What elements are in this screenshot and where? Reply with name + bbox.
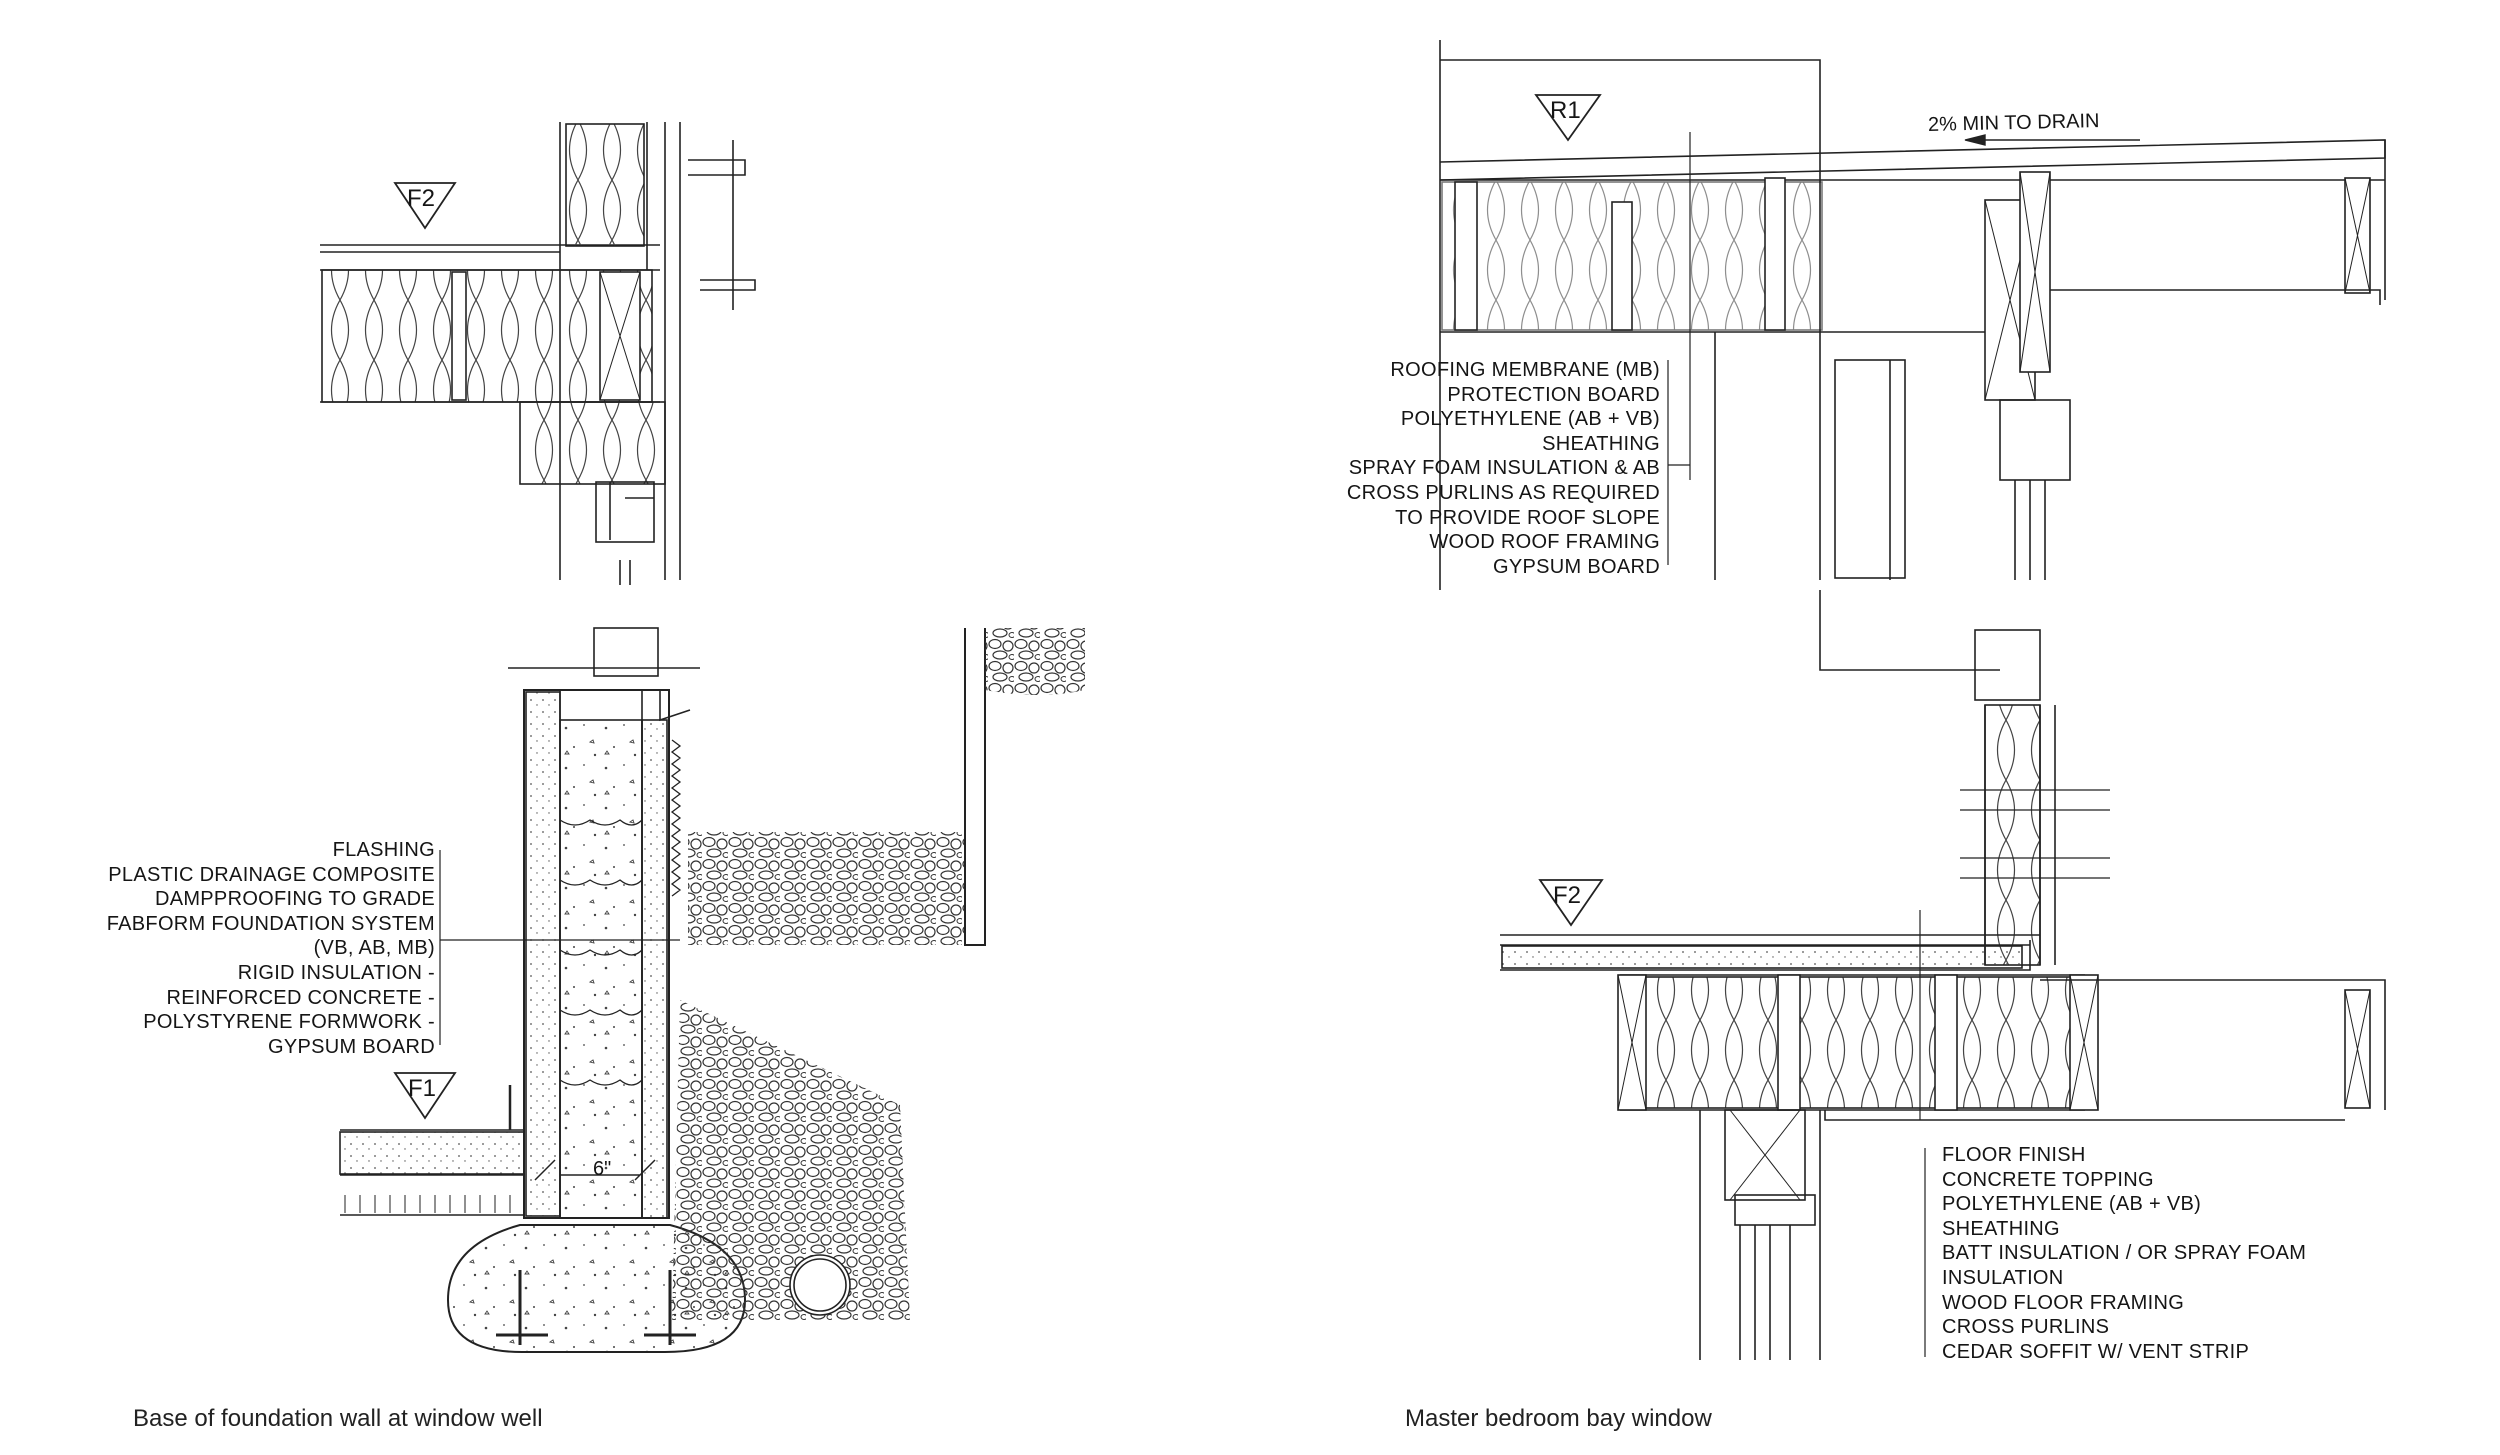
note-line: POLYETHYLENE (AB + VB)	[1400, 408, 1660, 431]
note-line: REINFORCED CONCRETE -	[166, 986, 435, 1009]
note-line: CEDAR SOFFIT W/ VENT STRIP	[1942, 1340, 2250, 1363]
note-line: DAMPPROOFING TO GRADE	[154, 888, 435, 911]
window-below	[1700, 1110, 1820, 1360]
note-line: CONCRETE TOPPING	[1942, 1168, 2154, 1191]
note-line: POLYETHYLENE (AB + VB)	[1942, 1193, 2202, 1216]
foundation-detail	[320, 122, 1085, 1352]
note-line: PLASTIC DRAINAGE COMPOSITE	[108, 863, 435, 886]
window-sill	[508, 628, 700, 676]
tag-f2-left: F2	[407, 185, 436, 212]
roof-notes	[1280, 358, 1660, 579]
f2-floor-assembly	[320, 245, 665, 484]
note-line: SHEATHING	[1942, 1217, 2060, 1240]
tag-f2-right: F2	[1553, 882, 1582, 909]
note-line: RIGID INSULATION -	[237, 961, 435, 984]
note-line: TO PROVIDE ROOF SLOPE	[1395, 506, 1660, 529]
note-line: CROSS PURLINS	[1942, 1316, 2110, 1339]
foundation-wall	[524, 690, 690, 1218]
foundation-notes	[100, 838, 435, 1059]
note-line: INSULATION	[1942, 1266, 2064, 1289]
note-line: PROTECTION BOARD	[1447, 383, 1660, 406]
note-line: SHEATHING	[1542, 432, 1660, 455]
note-line: POLYSTYRENE FORMWORK -	[143, 1011, 435, 1034]
note-line: GYPSUM BOARD	[268, 1035, 435, 1058]
note-line: BATT INSULATION / OR SPRAY FOAM	[1942, 1242, 2307, 1265]
note-line: WOOD FLOOR FRAMING	[1942, 1291, 2185, 1314]
note-line: SPRAY FOAM INSULATION & AB	[1348, 457, 1660, 480]
tag-f1: F1	[408, 1075, 437, 1102]
note-line: CROSS PURLINS AS REQUIRED	[1346, 481, 1660, 504]
note-line: FABFORM FOUNDATION SYSTEM	[106, 912, 435, 935]
caption-bay-window: Master bedroom bay window	[1405, 1405, 1712, 1432]
note-line: FLASHING	[332, 839, 435, 861]
dimension-label: 6"	[593, 1158, 612, 1180]
note-line: ROOFING MEMBRANE (MB)	[1390, 359, 1660, 381]
window-well-gravel	[672, 628, 1085, 1320]
caption-foundation: Base of foundation wall at window well	[133, 1405, 543, 1432]
slope-arrow	[1965, 135, 2140, 145]
note-line: (VB, AB, MB)	[313, 937, 435, 960]
tag-r1: R1	[1550, 97, 1581, 124]
f2-floor-bay	[1500, 910, 2385, 1120]
slope-note: 2% MIN TO DRAIN	[1927, 110, 2100, 136]
note-line: WOOD ROOF FRAMING	[1429, 531, 1660, 554]
note-line: FLOOR FINISH	[1942, 1144, 2086, 1166]
floor-notes	[1942, 1143, 2362, 1364]
window-frame-top	[596, 482, 654, 585]
bay-window-jamb	[1960, 400, 2110, 965]
door-panel	[1715, 332, 2000, 670]
note-line: GYPSUM BOARD	[1493, 555, 1660, 578]
